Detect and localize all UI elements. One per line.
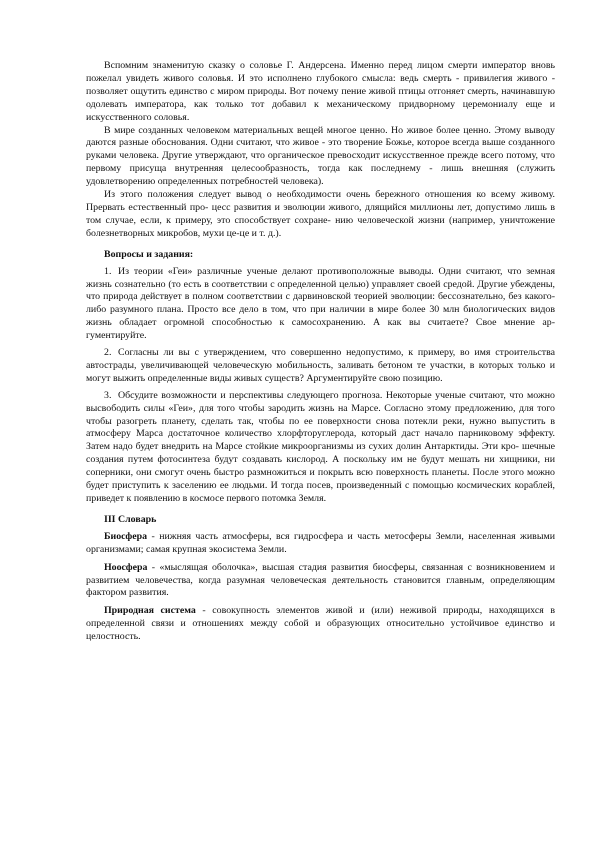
glossary-heading: III Словарь (104, 513, 157, 525)
question-text: Обсудите возможности и перспективы следующего прогноза. Некоторые ученые считают, что можно высвободить силы «Геи», для того чтобы зародить жизнь на Марсе. Согласно этому предложению, для того чтобы разогреть планету, сделать так, чтобы по ее поверхности снова потекли реки, нужно выпустить в атмосферу Марса достаточное количество хлорфторуглерода, который даст начало парниковому эффекту. Затем надо будет внедрить на Марсе стойкие микроорганизмы из сухих долин Антарктиды. Эти кро- шечные создания путем фотосинтеза будут создавать кислород. А поскольку им не будут мешать ни хищники, ни соперники, они смогут очень быстро размножиться и покрыть всю поверхность планеты. После этого можно будет приступить к заселению ее людьми. И тогда посев, произведенный с помощью космических кораблей, приведет к появлению в космосе первого потомка Земля. (86, 389, 555, 504)
glossary-entry (86, 562, 555, 601)
intro-paragraph-1: Вспомним знаменитую сказку о соловье Г. Андерсена. Именно перед лицом смерти император вновь пожелал увидеть живого соловья. И это исполнено глубокого смысла: ведь смерть - привилегия живого - позволяет ощутить единство с миром природы. Вот почему пение живой птицы отгоняет смерть, начинавшую одолевать императора, как только тот добавил к механическому придворному церемониалу еще и искусственного соловья. (86, 60, 555, 123)
document-page (86, 60, 555, 649)
question-item (86, 266, 555, 343)
glossary-definition: - «мыслящая оболочка», высшая стадия развития биосферы, связанная с возникновением и развитием человечества, когда разумная человеческая деятельность становится главным, определяющим фактором развития. (86, 561, 555, 599)
question-text: Из теории «Геи» различные ученые делают противоположные выводы. Одни считают, что земная жизнь сознательно (то есть в соответствии с определенной целью) управляет своей средой. Другие убеждены, что природа действует в полном соответствии с дарвиновской теорией эволюции: бессознательно, без какого-либо разумного плана. Просто все дело в том, что при наличии в мире более 30 млн биологических видов жизнь обладает огромной способностью к самосохранению. А как вы считаете? Свое мнение ар- гументируйте. (86, 265, 555, 342)
glossary-term: Ноосфера (104, 561, 148, 573)
glossary-entry (86, 531, 555, 557)
question-number: 3. (104, 389, 112, 401)
glossary-definition: - совокупность элементов живой и (или) неживой природы, находящихся в определенной связи и отношениях между собой и образующих относительно устойчивое единство и целостность. (86, 605, 555, 643)
intro-paragraph-3: Из этого положения следует вывод о необходимости очень бережного отношения ко всему живому. Прервать естественный про- цесс развития и эволюции живого, длящийся миллионы лет, допустимо лишь в том случае, если, к примеру, это способствует сохране- нию человеческой жизни (например, уничтожение болезнетворных микробов, мухи це-це и т. д.). (86, 189, 555, 239)
question-number: 1. (104, 265, 112, 277)
glossary-term: Природная система (104, 605, 196, 617)
question-text: Согласны ли вы с утверждением, что совершенно недопустимо, к примеру, во имя строительства автострады, увеличивающей человеческую мобильность, заливать бетоном те участки, в которых только и могут выжить определенные виды живых существ? Аргументируйте свою позицию. (86, 347, 555, 384)
intro-paragraph-2: В мире созданных человеком материальных вещей многое ценно. Но живое более ценно. Этому выводу даются разные обоснования. Одни считают, что живое - это творение Божье, которое всегда выше созданного руками человека. Другие утверждают, что органическое превосходит искусственное прежде всего потому, что первому присуща внутренняя целесообразность, тогда как последнему - лишь внешняя (служить удовлетворению определенных потребностей человека). (86, 124, 555, 188)
glossary-term: Биосфера (104, 530, 148, 542)
glossary-entry (86, 605, 555, 644)
question-item (86, 347, 555, 386)
glossary-definition: - нижняя часть атмосферы, вся гидросфера и часть метосферы Земли, населенная живыми организмами; самая крупная экосистема Земли. (86, 530, 555, 555)
question-number: 2. (104, 347, 112, 359)
question-item (86, 390, 555, 506)
questions-list (86, 266, 555, 506)
questions-heading: Вопросы и задания: (104, 248, 194, 260)
